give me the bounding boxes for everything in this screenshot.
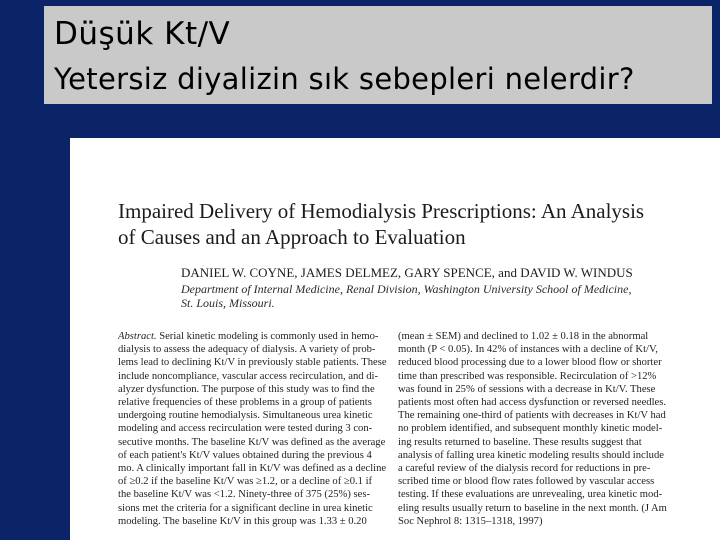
abstract-line: undergoing routine hemodialysis. Simultaneous urea kinetic (118, 410, 373, 422)
abstract-line: was found in 25% of sessions with a decrease in Kt/V. These (398, 383, 656, 395)
paper-title (118, 198, 698, 250)
abstract-line: a careful review of the dialysis record for reductions in pre- (398, 463, 651, 475)
paper-affiliation: Department of Internal Medicine, Renal Division, Washington University School of Medicine, (181, 282, 632, 296)
abstract-line: include noncompliance, vascular access recirculation, and di- (118, 370, 379, 382)
abstract-line: dialysis to assess the adequacy of dialysis. A variety of prob- (118, 344, 376, 356)
abstract-line: the baseline Kt/V was <1.2. Ninety-three of 375 (25%) ses- (118, 489, 371, 501)
slide-title-box (44, 6, 712, 104)
abstract-line: patients most often had access dysfunction or reversed needles. (398, 397, 666, 409)
abstract-line: testing. If these evaluations are unrevealing, urea kinetic mod- (398, 489, 663, 501)
abstract-line: of each patient's Kt/V values obtained during the previous 4 (118, 449, 372, 461)
abstract-line: Soc Nephrol 8: 1315–1318, 1997) (398, 515, 543, 527)
abstract-line: modeling. The baseline Kt/V in this group was 1.33 ± 0.20 (118, 515, 367, 527)
abstract-line: lems lead to declining Kt/V in previously stable patients. These (118, 357, 387, 369)
abstract-line: (mean ± SEM) and declined to 1.02 ± 0.18 in the abnormal (398, 331, 649, 342)
abstract-line: scribed time or blood flow rates followed by vascular access (398, 476, 655, 488)
paper-excerpt-image (70, 138, 720, 540)
paper-authors: DANIEL W. COYNE, JAMES DELMEZ, GARY SPENCE, and DAVID W. WINDUS (181, 265, 633, 280)
abstract-line: reduced blood processing due to a lower blood flow or shorter (398, 357, 662, 369)
abstract-line: of ≥0.2 if the baseline Kt/V was ≥1.2, or a decline of ≥0.1 if (118, 476, 373, 488)
abstract-label: Abstract. (118, 331, 157, 342)
abstract-line: no problem identified, and subsequent monthly kinetic model- (398, 423, 663, 435)
abstract-line: secutive months. The baseline Kt/V was defined as the average (118, 436, 386, 448)
abstract-line: The remaining one-third of patients with decreases in Kt/V had (398, 410, 666, 422)
abstract-right-column (398, 330, 688, 528)
abstract-line: alyzer dysfunction. The purpose of this study was to find the (118, 383, 375, 395)
abstract-line: sions met the criteria for a significant decline in urea kinetic (118, 502, 373, 514)
abstract-line: modeling and access recirculation were tested during 3 con- (118, 423, 373, 435)
abstract-left-column (118, 330, 398, 528)
abstract-line: ing results returned to baseline. These results suggest that (398, 436, 642, 448)
abstract-line: month (P < 0.05). In 42% of instances with a decline of Kt/V, (398, 344, 658, 356)
abstract-line: time than prescribed was responsible. Recirculation of >12% (398, 370, 657, 382)
abstract-line: mo. A clinically important fall in Kt/V was defined as a decline (118, 463, 387, 475)
slide-title: Düşük Kt/V (54, 16, 231, 52)
paper-affiliation-city: St. Louis, Missouri. (181, 296, 275, 310)
abstract-line: eling results usually return to baseline in the next month. (J Am (398, 502, 667, 514)
abstract-text: Serial kinetic modeling is commonly used in hemo- (156, 331, 379, 342)
paper-title-line: Impaired Delivery of Hemodialysis Prescriptions: An Analysis (118, 199, 645, 223)
slide-subtitle: Yetersiz diyalizin sık sebepleri nelerdir? (54, 62, 635, 96)
abstract-line (118, 330, 398, 343)
abstract-line: analysis of falling urea kinetic modeling results should include (398, 449, 664, 461)
paper-title-line: of Causes and an Approach to Evaluation (118, 225, 466, 249)
abstract-line: relative frequencies of these problems in a group of patients (118, 397, 372, 409)
